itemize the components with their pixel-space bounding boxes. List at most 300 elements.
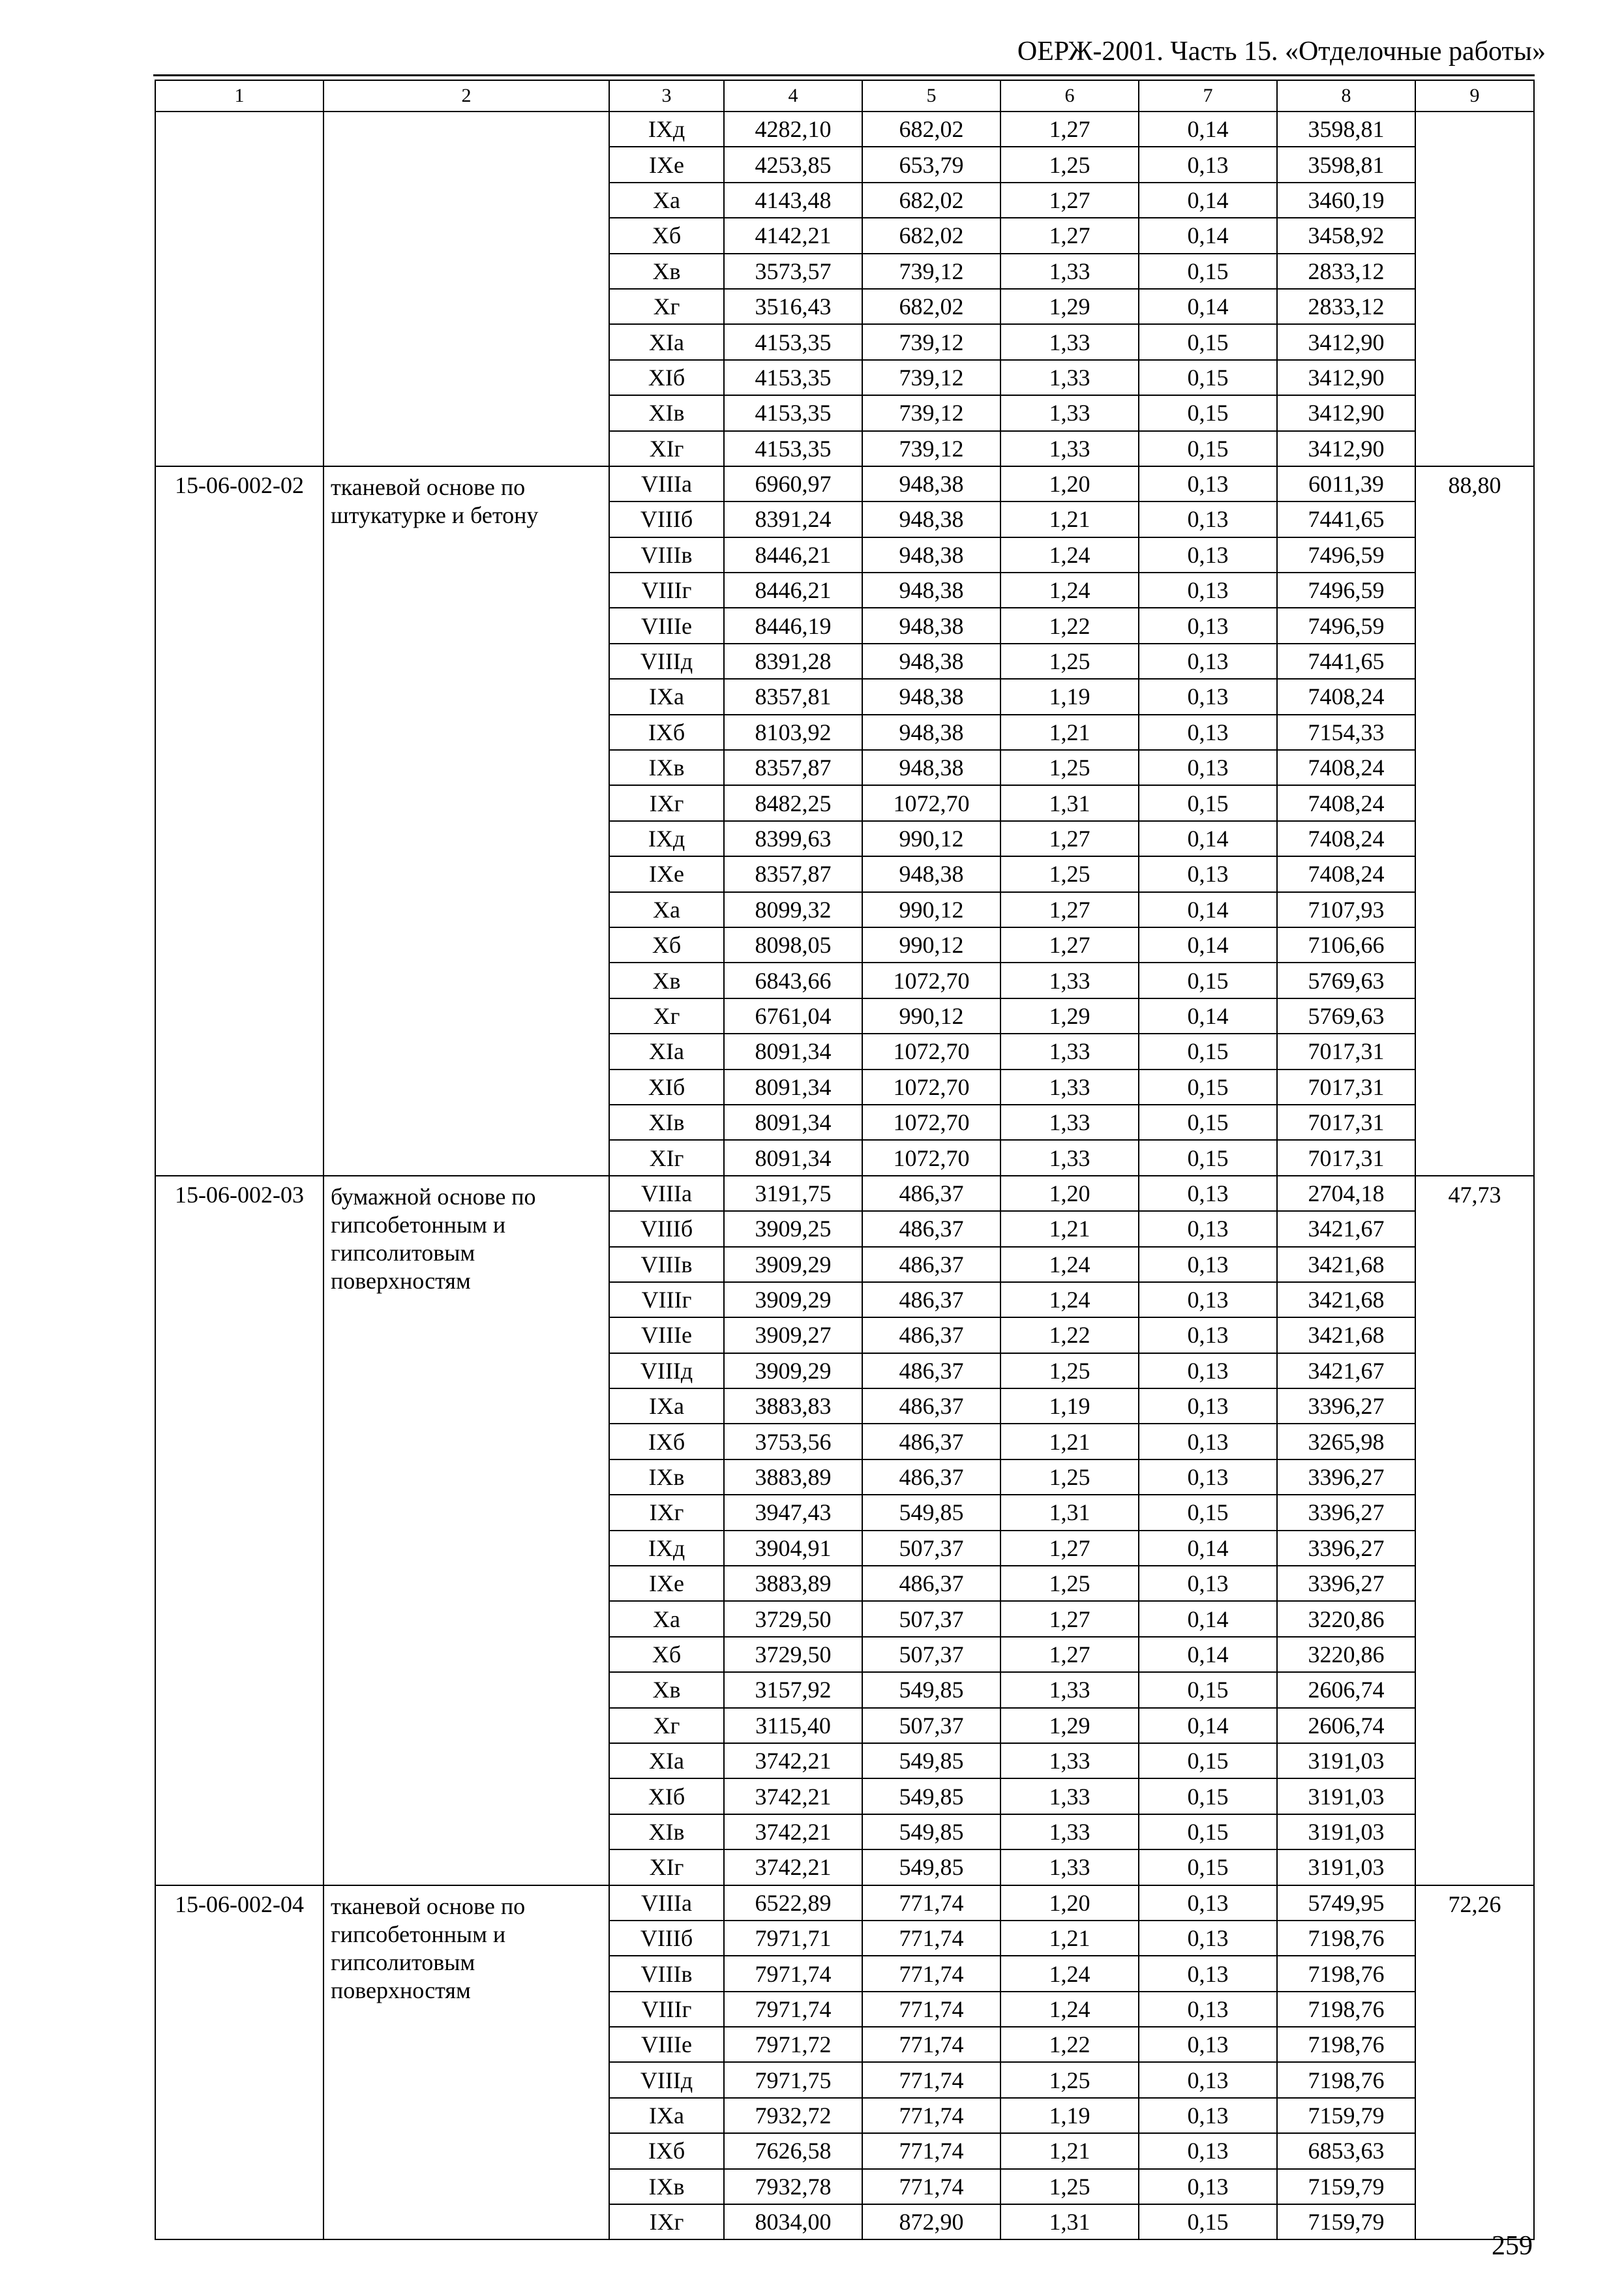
table-cell: 3396,27 — [1277, 1495, 1415, 1530]
table-cell: 507,37 — [862, 1637, 1000, 1672]
table-cell: 0,14 — [1139, 927, 1277, 963]
table-cell: 0,13 — [1139, 1282, 1277, 1317]
table-cell: 3573,57 — [724, 254, 862, 289]
table-cell: 1,22 — [1000, 608, 1139, 643]
table-cell: 3742,21 — [724, 1743, 862, 1778]
zone-code: XIб — [609, 1070, 724, 1105]
zone-code: XIв — [609, 395, 724, 430]
table-cell: 771,74 — [862, 2169, 1000, 2204]
table-cell: 3396,27 — [1277, 1566, 1415, 1601]
rate-code: 15-06-002-02 — [155, 466, 323, 1176]
table-cell: 1,29 — [1000, 289, 1139, 324]
table-cell: 0,13 — [1139, 856, 1277, 891]
table-cell: 3396,27 — [1277, 1459, 1415, 1495]
description-line: штукатурке и бетону — [331, 501, 539, 528]
work-description — [323, 466, 609, 1176]
table-cell: 1,21 — [1000, 1921, 1139, 1956]
zone-code: IXв — [609, 1459, 724, 1495]
table-cell: 0,13 — [1139, 1885, 1277, 1921]
table-cell: 948,38 — [862, 501, 1000, 537]
zone-code: IXд — [609, 821, 724, 856]
table-cell: 4153,35 — [724, 324, 862, 359]
table-cell: 2606,74 — [1277, 1672, 1415, 1707]
table-cell: 739,12 — [862, 395, 1000, 430]
column-number: 6 — [1000, 80, 1139, 112]
column-number: 3 — [609, 80, 724, 112]
table-cell: 0,15 — [1139, 1105, 1277, 1140]
table-cell: 0,13 — [1139, 1211, 1277, 1246]
table-cell: 7971,74 — [724, 1956, 862, 1991]
table-cell: 2704,18 — [1277, 1176, 1415, 1211]
table-cell: 7159,79 — [1277, 2204, 1415, 2239]
table-cell: 0,15 — [1139, 1140, 1277, 1175]
table-cell: 990,12 — [862, 821, 1000, 856]
table-cell: 8446,21 — [724, 537, 862, 573]
zone-code: IXв — [609, 750, 724, 785]
table-cell: 486,37 — [862, 1282, 1000, 1317]
column-number: 8 — [1277, 80, 1415, 112]
table-cell: 6843,66 — [724, 963, 862, 998]
zone-code: XIг — [609, 1140, 724, 1175]
header-rule — [153, 74, 1535, 76]
zone-code: VIIIе — [609, 608, 724, 643]
table-cell: 1,25 — [1000, 1353, 1139, 1388]
table-cell: 3115,40 — [724, 1708, 862, 1743]
table-row — [155, 466, 1534, 501]
table-cell: 653,79 — [862, 147, 1000, 182]
table-cell: 3598,81 — [1277, 147, 1415, 182]
table-cell: 1,19 — [1000, 2098, 1139, 2133]
table-cell: 6761,04 — [724, 998, 862, 1034]
labor-cost: 72,26 — [1415, 1885, 1534, 2240]
table-cell: 1,25 — [1000, 750, 1139, 785]
table-cell: 1,25 — [1000, 1566, 1139, 1601]
table-cell: 1,33 — [1000, 360, 1139, 395]
zone-code: Xа — [609, 892, 724, 927]
table-cell: 0,13 — [1139, 2169, 1277, 2204]
table-cell: 1,20 — [1000, 1176, 1139, 1211]
table-cell: 1,31 — [1000, 1495, 1139, 1530]
table-cell: 1,24 — [1000, 537, 1139, 573]
table-cell: 0,13 — [1139, 2133, 1277, 2168]
table-cell: 0,13 — [1139, 1247, 1277, 1282]
table-cell: 3742,21 — [724, 1778, 862, 1814]
table-cell: 1,27 — [1000, 892, 1139, 927]
table-cell: 4282,10 — [724, 112, 862, 147]
zone-code: IXб — [609, 1424, 724, 1459]
zone-code: VIIIд — [609, 1353, 724, 1388]
table-cell: 0,13 — [1139, 1424, 1277, 1459]
table-cell: 0,15 — [1139, 1070, 1277, 1105]
table-cell: 1,24 — [1000, 573, 1139, 608]
table-cell: 8091,34 — [724, 1140, 862, 1175]
table-cell: 0,13 — [1139, 501, 1277, 537]
table-cell: 3742,21 — [724, 1814, 862, 1849]
zone-code: XIв — [609, 1105, 724, 1140]
table-cell: 8357,87 — [724, 856, 862, 891]
table-cell: 0,13 — [1139, 147, 1277, 182]
table-cell: 549,85 — [862, 1743, 1000, 1778]
page-header: ОЕРЖ-2001. Часть 15. «Отделочные работы» — [1017, 37, 1546, 67]
column-number: 5 — [862, 80, 1000, 112]
table-cell: 507,37 — [862, 1708, 1000, 1743]
table-cell: 0,13 — [1139, 644, 1277, 679]
table-cell: 3220,86 — [1277, 1637, 1415, 1672]
table-cell: 3909,27 — [724, 1317, 862, 1353]
table-cell: 3909,29 — [724, 1282, 862, 1317]
table-cell: 486,37 — [862, 1566, 1000, 1601]
zone-code: IXб — [609, 715, 724, 750]
table-cell: 1,33 — [1000, 1849, 1139, 1885]
table-cell: 7496,59 — [1277, 608, 1415, 643]
table-cell: 3947,43 — [724, 1495, 862, 1530]
table-cell: 7198,76 — [1277, 1992, 1415, 2027]
table-cell: 549,85 — [862, 1849, 1000, 1885]
zone-code: IXг — [609, 785, 724, 820]
table-cell: 0,14 — [1139, 1637, 1277, 1672]
table-cell: 4253,85 — [724, 147, 862, 182]
table-cell: 8391,28 — [724, 644, 862, 679]
table-cell: 0,13 — [1139, 1566, 1277, 1601]
zone-code: VIIIв — [609, 1956, 724, 1991]
table-cell: 771,74 — [862, 1885, 1000, 1921]
table-cell: 1,24 — [1000, 1992, 1139, 2027]
zone-code: Xг — [609, 1708, 724, 1743]
zone-code: VIIIа — [609, 1885, 724, 1921]
table-cell: 8446,21 — [724, 573, 862, 608]
table-cell: 3909,29 — [724, 1247, 862, 1282]
table-cell: 1,20 — [1000, 466, 1139, 501]
table-cell: 3157,92 — [724, 1672, 862, 1707]
column-number: 7 — [1139, 80, 1277, 112]
zone-code: VIIIг — [609, 573, 724, 608]
table-cell: 1,33 — [1000, 254, 1139, 289]
table-cell: 0,14 — [1139, 998, 1277, 1034]
description-line: тканевой основе по — [331, 473, 526, 500]
table-cell: 3220,86 — [1277, 1601, 1415, 1636]
table-cell: 6853,63 — [1277, 2133, 1415, 2168]
table-cell: 0,13 — [1139, 679, 1277, 714]
table-cell: 0,13 — [1139, 537, 1277, 573]
table-cell: 682,02 — [862, 112, 1000, 147]
zone-code: VIIIа — [609, 466, 724, 501]
table-cell: 1,33 — [1000, 1672, 1139, 1707]
page-number: 259 — [1492, 2231, 1533, 2261]
table-cell: 4142,21 — [724, 218, 862, 253]
table-cell: 0,13 — [1139, 1956, 1277, 1991]
table-cell: 1,24 — [1000, 1247, 1139, 1282]
zone-code: XIа — [609, 324, 724, 359]
table-cell: 771,74 — [862, 2133, 1000, 2168]
table-cell: 0,13 — [1139, 608, 1277, 643]
table-cell: 1,33 — [1000, 1140, 1139, 1175]
table-cell: 1,27 — [1000, 821, 1139, 856]
table-cell: 771,74 — [862, 2027, 1000, 2062]
labor-cost: 88,80 — [1415, 466, 1534, 1176]
description-line: гипсолитовым — [331, 1949, 475, 1975]
table-cell: 0,15 — [1139, 1778, 1277, 1814]
table-cell: 3421,67 — [1277, 1353, 1415, 1388]
column-number: 2 — [323, 80, 609, 112]
table-cell: 1072,70 — [862, 963, 1000, 998]
table-cell: 0,13 — [1139, 1176, 1277, 1211]
labor-cost — [1415, 112, 1534, 466]
table-cell: 990,12 — [862, 892, 1000, 927]
table-cell: 0,13 — [1139, 1353, 1277, 1388]
table-cell: 1,33 — [1000, 1743, 1139, 1778]
table-cell: 3412,90 — [1277, 324, 1415, 359]
table-row — [155, 112, 1534, 147]
table-cell: 3412,90 — [1277, 360, 1415, 395]
table-cell: 1,21 — [1000, 501, 1139, 537]
table-cell: 3909,29 — [724, 1353, 862, 1388]
table-cell: 7198,76 — [1277, 2062, 1415, 2097]
table-cell: 771,74 — [862, 1956, 1000, 1991]
rate-code: 15-06-002-03 — [155, 1176, 323, 1885]
table-cell: 1,21 — [1000, 1424, 1139, 1459]
table-cell: 7159,79 — [1277, 2169, 1415, 2204]
table-cell: 0,15 — [1139, 1743, 1277, 1778]
table-cell: 8482,25 — [724, 785, 862, 820]
table-cell: 948,38 — [862, 573, 1000, 608]
table-cell: 7932,72 — [724, 2098, 862, 2133]
table-cell: 6011,39 — [1277, 466, 1415, 501]
table-cell: 0,14 — [1139, 1531, 1277, 1566]
table-cell: 0,15 — [1139, 785, 1277, 820]
table-cell: 4143,48 — [724, 183, 862, 218]
table-cell: 0,15 — [1139, 1849, 1277, 1885]
table-cell: 4153,35 — [724, 360, 862, 395]
zone-code: XIа — [609, 1034, 724, 1069]
table-cell: 3191,03 — [1277, 1814, 1415, 1849]
table-cell: 682,02 — [862, 289, 1000, 324]
zone-code: VIIIб — [609, 1211, 724, 1246]
table-cell: 8399,63 — [724, 821, 862, 856]
description-line: поверхностям — [331, 1267, 471, 1294]
table-cell: 0,15 — [1139, 1672, 1277, 1707]
table-cell: 2606,74 — [1277, 1708, 1415, 1743]
table-cell: 0,14 — [1139, 289, 1277, 324]
table-cell: 5769,63 — [1277, 998, 1415, 1034]
table-cell: 1,33 — [1000, 395, 1139, 430]
table-cell: 507,37 — [862, 1531, 1000, 1566]
table-cell: 872,90 — [862, 2204, 1000, 2239]
table-cell: 3191,75 — [724, 1176, 862, 1211]
column-number: 9 — [1415, 80, 1534, 112]
table-cell: 771,74 — [862, 2062, 1000, 2097]
zone-code: Xв — [609, 1672, 724, 1707]
table-cell: 7408,24 — [1277, 785, 1415, 820]
table-cell: 771,74 — [862, 1992, 1000, 2027]
zone-code: IXб — [609, 2133, 724, 2168]
table-cell: 771,74 — [862, 2098, 1000, 2133]
table-cell: 7106,66 — [1277, 927, 1415, 963]
table-cell: 0,15 — [1139, 431, 1277, 466]
table-cell: 1,33 — [1000, 1105, 1139, 1140]
table-cell: 0,13 — [1139, 573, 1277, 608]
table-cell: 739,12 — [862, 254, 1000, 289]
table-cell: 0,13 — [1139, 1459, 1277, 1495]
table-cell: 0,13 — [1139, 1388, 1277, 1424]
table-cell: 0,13 — [1139, 750, 1277, 785]
zone-code: IXд — [609, 112, 724, 147]
table-cell: 0,14 — [1139, 1708, 1277, 1743]
table-cell: 682,02 — [862, 183, 1000, 218]
table-cell: 8391,24 — [724, 501, 862, 537]
table-cell: 2833,12 — [1277, 289, 1415, 324]
table-cell: 0,15 — [1139, 324, 1277, 359]
table-cell: 3265,98 — [1277, 1424, 1415, 1459]
table-cell: 1,19 — [1000, 679, 1139, 714]
table-cell: 1,25 — [1000, 2169, 1139, 2204]
zone-code: XIг — [609, 1849, 724, 1885]
zone-code: Xб — [609, 927, 724, 963]
zone-code: IXе — [609, 856, 724, 891]
table-cell: 739,12 — [862, 360, 1000, 395]
table-cell: 8091,34 — [724, 1105, 862, 1140]
table-cell: 0,15 — [1139, 963, 1277, 998]
table-cell: 1,19 — [1000, 1388, 1139, 1424]
table-cell: 0,13 — [1139, 715, 1277, 750]
table-cell: 3904,91 — [724, 1531, 862, 1566]
column-number: 4 — [724, 80, 862, 112]
table-cell: 7408,24 — [1277, 821, 1415, 856]
column-number-row — [155, 80, 1534, 112]
zone-code: Xг — [609, 998, 724, 1034]
table-cell: 3729,50 — [724, 1637, 862, 1672]
table-cell: 0,15 — [1139, 254, 1277, 289]
table-cell: 990,12 — [862, 927, 1000, 963]
table-cell: 7017,31 — [1277, 1034, 1415, 1069]
table-cell: 771,74 — [862, 1921, 1000, 1956]
table-cell: 948,38 — [862, 466, 1000, 501]
table-cell: 0,15 — [1139, 360, 1277, 395]
table-cell: 8357,81 — [724, 679, 862, 714]
zone-code: XIб — [609, 360, 724, 395]
table-cell: 682,02 — [862, 218, 1000, 253]
zone-code: VIIIв — [609, 1247, 724, 1282]
table-cell: 1,27 — [1000, 112, 1139, 147]
table-cell: 0,13 — [1139, 1921, 1277, 1956]
table-cell: 486,37 — [862, 1176, 1000, 1211]
table-cell: 0,14 — [1139, 821, 1277, 856]
table-cell: 1,33 — [1000, 1814, 1139, 1849]
zone-code: XIа — [609, 1743, 724, 1778]
zone-code: IXе — [609, 1566, 724, 1601]
table-cell: 7441,65 — [1277, 644, 1415, 679]
table-cell: 3191,03 — [1277, 1849, 1415, 1885]
table-cell: 3421,68 — [1277, 1317, 1415, 1353]
zone-code: Xг — [609, 289, 724, 324]
table-cell: 0,15 — [1139, 2204, 1277, 2239]
table-cell: 1,24 — [1000, 1282, 1139, 1317]
table-cell: 1,33 — [1000, 324, 1139, 359]
rate-code — [155, 112, 323, 466]
table-cell: 0,13 — [1139, 2027, 1277, 2062]
zone-code: Xв — [609, 254, 724, 289]
table-cell: 7971,75 — [724, 2062, 862, 2097]
rate-code: 15-06-002-04 — [155, 1885, 323, 2240]
table-cell: 3421,67 — [1277, 1211, 1415, 1246]
table-cell: 3191,03 — [1277, 1778, 1415, 1814]
work-description — [323, 1885, 609, 2240]
table-cell: 0,14 — [1139, 183, 1277, 218]
description-line: бумажной основе по — [331, 1183, 536, 1210]
zone-code: XIв — [609, 1814, 724, 1849]
zone-code: VIIIб — [609, 1921, 724, 1956]
table-cell: 549,85 — [862, 1495, 1000, 1530]
table-cell: 7971,71 — [724, 1921, 862, 1956]
table-cell: 486,37 — [862, 1424, 1000, 1459]
table-cell: 1,21 — [1000, 1211, 1139, 1246]
table-cell: 7971,72 — [724, 2027, 862, 2062]
description-line: гипсобетонным и — [331, 1211, 506, 1238]
table-cell: 8098,05 — [724, 927, 862, 963]
description-line: поверхностям — [331, 1977, 471, 2003]
table-cell: 1,25 — [1000, 856, 1139, 891]
zone-code: IXг — [609, 1495, 724, 1530]
table-cell: 1,27 — [1000, 1601, 1139, 1636]
table-cell: 1,33 — [1000, 1034, 1139, 1069]
description-line: гипсобетонным и — [331, 1921, 506, 1947]
table-cell: 948,38 — [862, 715, 1000, 750]
table-cell: 5749,95 — [1277, 1885, 1415, 1921]
table-cell: 1,25 — [1000, 147, 1139, 182]
table-cell: 0,13 — [1139, 2062, 1277, 2097]
table-cell: 3883,89 — [724, 1459, 862, 1495]
work-description — [323, 1176, 609, 1885]
table-cell: 3883,89 — [724, 1566, 862, 1601]
table-cell: 1,29 — [1000, 1708, 1139, 1743]
table-cell: 7198,76 — [1277, 1956, 1415, 1991]
table-cell: 3412,90 — [1277, 395, 1415, 430]
table-cell: 990,12 — [862, 998, 1000, 1034]
work-description — [323, 112, 609, 466]
table-cell: 3396,27 — [1277, 1531, 1415, 1566]
table-cell: 7441,65 — [1277, 501, 1415, 537]
table-cell: 3909,25 — [724, 1211, 862, 1246]
table-row — [155, 1176, 1534, 1211]
table-cell: 8103,92 — [724, 715, 862, 750]
table-cell: 7159,79 — [1277, 2098, 1415, 2133]
table-cell: 7198,76 — [1277, 2027, 1415, 2062]
table-cell: 948,38 — [862, 750, 1000, 785]
zone-code: IXа — [609, 2098, 724, 2133]
zone-code: IXа — [609, 679, 724, 714]
zone-code: VIIIа — [609, 1176, 724, 1211]
zone-code: VIIIг — [609, 1282, 724, 1317]
table-cell: 1,27 — [1000, 1637, 1139, 1672]
table-cell: 1,33 — [1000, 963, 1139, 998]
table-cell: 5769,63 — [1277, 963, 1415, 998]
table-cell: 2833,12 — [1277, 254, 1415, 289]
table-cell: 486,37 — [862, 1459, 1000, 1495]
table-cell: 739,12 — [862, 431, 1000, 466]
table-cell: 486,37 — [862, 1211, 1000, 1246]
table-cell: 0,14 — [1139, 218, 1277, 253]
table-cell: 3516,43 — [724, 289, 862, 324]
table-cell: 7017,31 — [1277, 1070, 1415, 1105]
table-row — [155, 1885, 1534, 1921]
zone-code: VIIIд — [609, 644, 724, 679]
table-cell: 0,14 — [1139, 892, 1277, 927]
table-cell: 3729,50 — [724, 1601, 862, 1636]
table-cell: 1,20 — [1000, 1885, 1139, 1921]
zone-code: VIIIе — [609, 1317, 724, 1353]
table-cell: 486,37 — [862, 1388, 1000, 1424]
zone-code: IXв — [609, 2169, 724, 2204]
table-cell: 1,25 — [1000, 1459, 1139, 1495]
